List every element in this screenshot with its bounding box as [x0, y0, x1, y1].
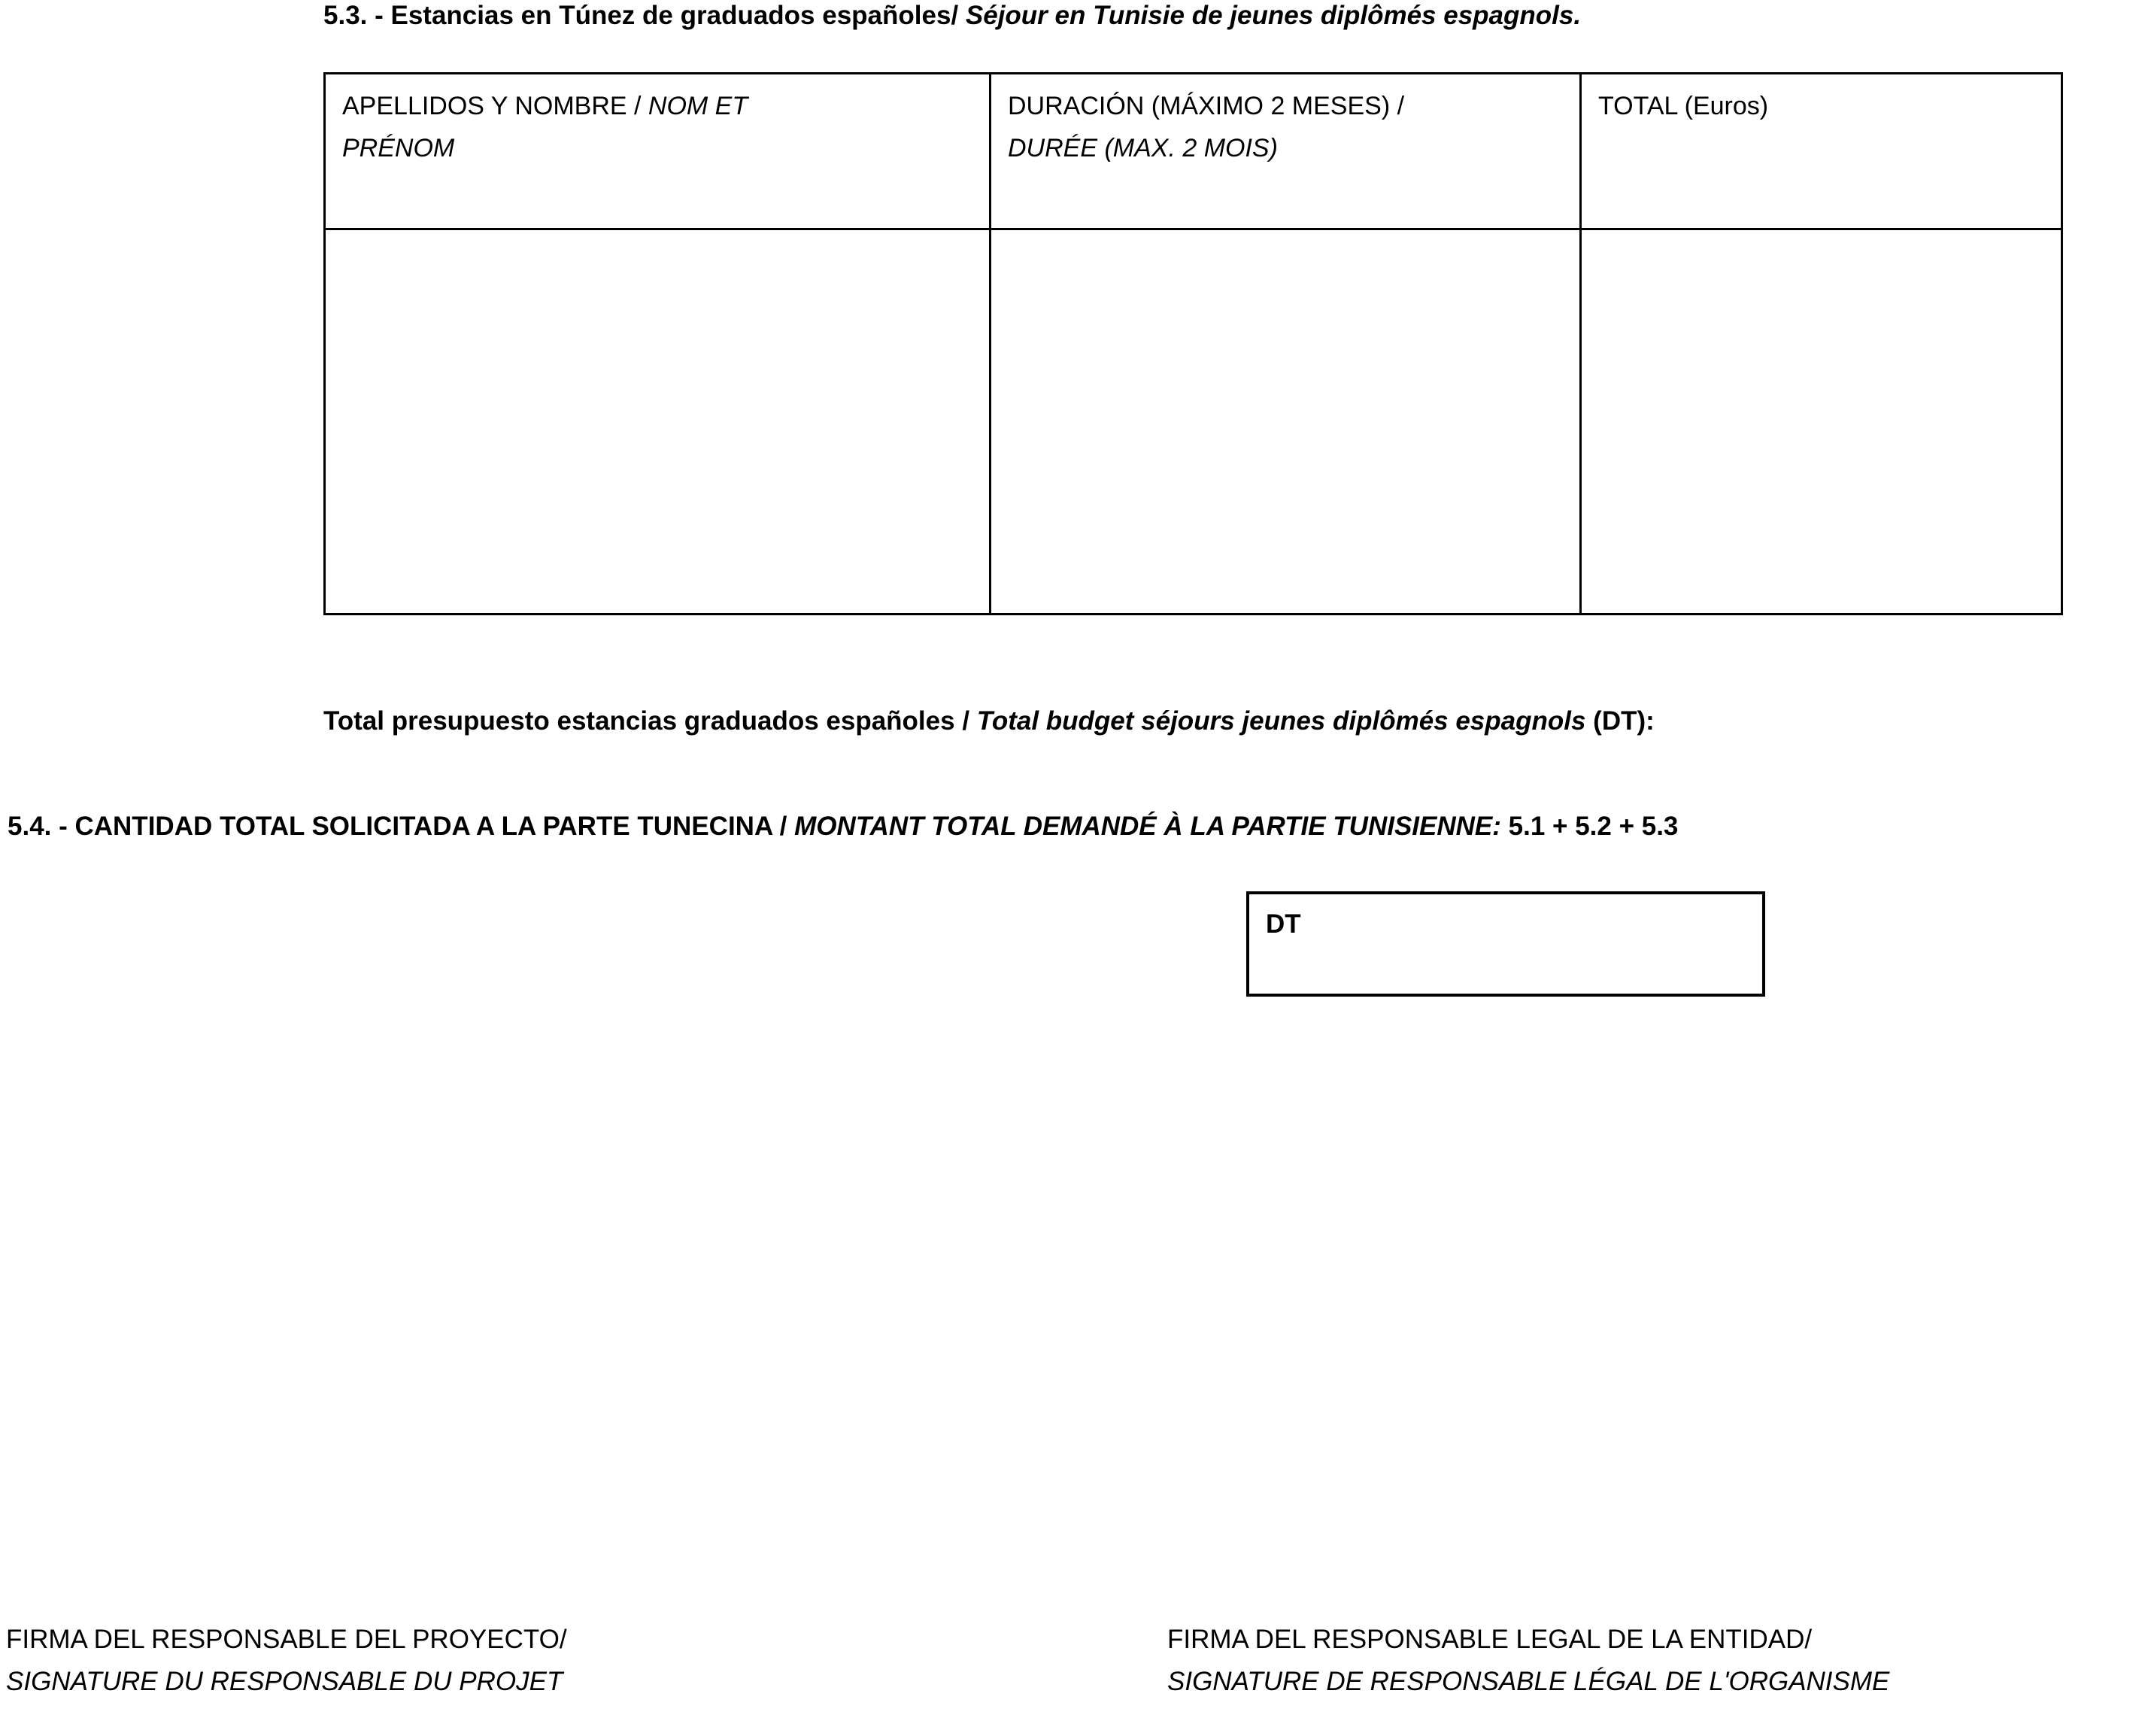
section-5-3-heading — [323, 0, 2083, 32]
table-header-row — [325, 74, 2062, 229]
section-5-4-formula: 5.1 + 5.2 + 5.3 — [1500, 812, 1679, 841]
section-5-4-text-es: CANTIDAD TOTAL SOLICITADA A LA PARTE TUNECINA / — [74, 812, 795, 841]
table-row — [325, 229, 2062, 615]
total-budget-text-es: Total presupuesto estancias graduados españoles / — [323, 706, 977, 736]
stays-budget-table — [323, 72, 2063, 615]
section-5-4-number: 5.4. - — [8, 812, 75, 841]
section-5-3-title-es: Estancias en Túnez de graduados españoles — [390, 1, 951, 30]
column-header-name — [325, 74, 991, 229]
total-budget-line — [323, 706, 1655, 737]
section-5-4-text-fr: MONTANT TOTAL DEMANDÉ À LA PARTIE TUNISIENNE: — [794, 812, 1501, 841]
signature-block-project-manager — [6, 1619, 567, 1703]
dt-label: DT — [1266, 909, 1301, 939]
cell-name[interactable] — [325, 229, 991, 615]
cell-duration[interactable] — [991, 229, 1581, 615]
column-header-name-fr-line2: PRÉNOM — [342, 134, 455, 162]
total-budget-text-fr: Total budget séjours jeunes diplômés espagnols — [976, 706, 1586, 736]
column-header-duration — [991, 74, 1581, 229]
column-header-duration-es: DURACIÓN (MÁXIMO 2 MESES) / — [1008, 92, 1405, 120]
cell-total[interactable] — [1581, 229, 2062, 615]
column-header-name-fr-line1: NOM ET — [648, 92, 748, 120]
column-header-total-es: TOTAL (Euros) — [1598, 92, 1769, 120]
signature-legal-representative-es: FIRMA DEL RESPONSABLE LEGAL DE LA ENTIDAD/ — [1167, 1625, 1813, 1654]
column-header-name-es: APELLIDOS Y NOMBRE / — [342, 92, 648, 120]
column-header-total — [1581, 74, 2062, 229]
signature-legal-representative-fr: SIGNATURE DE RESPONSABLE LÉGAL DE L'ORGANISME — [1167, 1667, 1890, 1696]
signature-project-manager-es: FIRMA DEL RESPONSABLE DEL PROYECTO/ — [6, 1625, 567, 1654]
signature-block-legal-representative — [1167, 1619, 1889, 1703]
signature-project-manager-fr: SIGNATURE DU RESPONSABLE DU PROJET — [6, 1667, 563, 1696]
dt-total-box[interactable] — [1246, 891, 1765, 997]
section-5-3-separator: / — [951, 1, 966, 30]
total-budget-currency: (DT): — [1585, 706, 1655, 736]
section-5-4-heading — [8, 811, 1678, 842]
section-5-3-title-fr: Séjour en Tunisie de jeunes diplômés espagnols. — [965, 1, 1582, 30]
section-5-3-number: 5.3. - — [323, 1, 391, 30]
column-header-duration-fr: DURÉE (MAX. 2 MOIS) — [1008, 134, 1278, 162]
